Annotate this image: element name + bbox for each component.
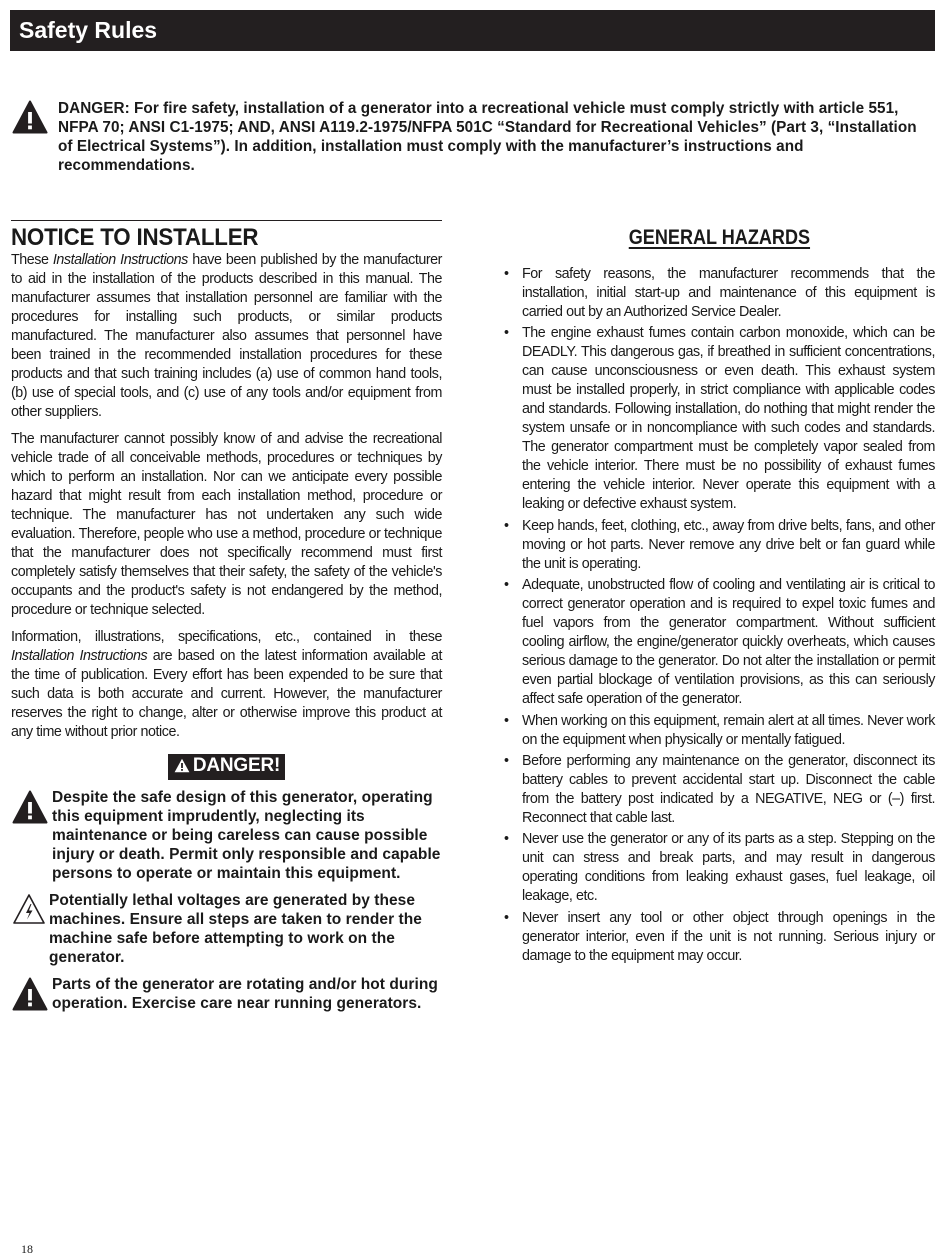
notice-p1-italic: Installation Instructions	[52, 252, 188, 268]
section-divider	[11, 220, 442, 221]
danger-warning-1-text: Despite the safe design of this generator, operating this equipment imprudently, neglecting its maintenance or being careless can cause possible injury or death. Permit only responsible and capable persons to operate or maintain this equipment.	[52, 789, 441, 882]
page-number: 18	[21, 1242, 33, 1256]
notice-p1-before: These	[11, 252, 53, 268]
top-danger-text: DANGER: For fire safety, installation of a generator into a recreational vehicle must comply strictly with article 551, NFPA 70; ANSI C1-1975; AND, ANSI A119.2-1975/NFPA 501C “Standard for Recreational Vehicles” (Part 3, “Installation of Electrical Systems”). In addition, installation must comply with the manufacturer’s instructions and recommendations.	[58, 100, 917, 174]
hazard-item: • Keep hands, feet, clothing, etc., away from drive belts, fans, and other moving or hot parts. Never remove any drive belt or fan guard while the unit is operating.	[503, 517, 935, 574]
danger-badge-row	[11, 754, 442, 780]
hazard-item: • Before performing any maintenance on the generator, disconnect its battery cables to prevent accidental start up. Disconnect the cable from the battery post indicated by a NEGATIVE, NEG or (–) first. Reconnect that cable last.	[503, 752, 935, 828]
notice-paragraph-3	[11, 628, 442, 742]
hazard-item: • For safety reasons, the manufacturer recommends that the installation, initial start-up and maintenance of this equipment is carried out by an Authorized Service Dealer.	[503, 265, 935, 322]
hazard-item: • The engine exhaust fumes contain carbon monoxide, which can be DEADLY. This dangerous gas, if breathed in sufficient concentrations, can cause unconsciousness or even death. This exhaust system must be installed properly, in strict compliance with applicable codes and standards. Following installation, do nothing that might render the system unsafe or in noncompliance with such codes and standards. The generator compartment must be completely vapor sealed from the vehicle interior. There must be no possibility of exhaust fumes entering the vehicle interior. Never operate this equipment with a leaking or defective exhaust system.	[503, 324, 935, 514]
warning-triangle-icon	[12, 977, 48, 1016]
notice-heading: NOTICE TO INSTALLER	[11, 224, 259, 251]
notice-p3-before: Information, illustrations, specifications, etc., contained in these	[11, 629, 442, 645]
page-title: Safety Rules	[19, 17, 158, 43]
warning-triangle-icon	[174, 756, 190, 780]
danger-warning-2	[11, 891, 442, 967]
danger-warning-3-text: Parts of the generator are rotating and/or hot during operation. Exercise care near running generators.	[52, 976, 438, 1012]
hazard-item: • Never insert any tool or other object through openings in the generator interior, even if the unit is not running. Serious injury or damage to the equipment may occur.	[503, 909, 935, 966]
hazard-item: • Adequate, unobstructed flow of cooling and ventilating air is critical to correct generator operation and is required to expel toxic fumes and fuel vapors from the generator compartment. Without sufficient cooling airflow, the engine/generator quickly overheats, which causes serious damage to the generator. Do not alter the installation or permit even partial blockage of ventilation provisions, as this can seriously affect safe operation of the generator.	[503, 576, 935, 709]
danger-warning-3	[11, 975, 442, 1013]
notice-p1-after: have been published by the manufacturer to aid in the installation of the products described in this manual. The manufacturer assumes that installation personnel are familiar with the procedures for installing such products, or similar products manufactured. The manufacturer also assumes that personnel have been trained in the recommended installation procedures for these products and that such training includes (a) use of common hand tools, (b) use of special tools, and (c) use of any tools and/or equipment from other suppliers.	[11, 252, 442, 420]
electrical-hazard-icon	[12, 893, 46, 930]
danger-badge	[168, 754, 285, 780]
top-danger-notice	[12, 99, 930, 175]
general-hazards-column	[503, 225, 935, 968]
hazard-item: • When working on this equipment, remain alert at all times. Never work on the equipment when physically or mentally fatigued.	[503, 712, 935, 750]
general-hazards-heading	[503, 225, 935, 251]
notice-paragraph-1	[11, 251, 442, 422]
warning-triangle-icon	[12, 790, 48, 829]
danger-warning-2-text: Potentially lethal voltages are generated by these machines. Ensure all steps are taken to render the machine safe before attempting to work on the generator.	[49, 892, 422, 966]
danger-badge-label: DANGER!	[192, 755, 281, 776]
danger-warning-1	[11, 788, 442, 883]
notice-p3-after: are based on the latest information available at the time of publication. Every effort has been expended to be sure that such data is both accurate and current. However, the manufacturer reserves the right to change, alter or otherwise improve this product at any time without prior notice.	[11, 648, 442, 740]
general-hazards-heading-text: GENERAL HAZARDS	[628, 226, 810, 249]
notice-column	[11, 220, 442, 1013]
hazard-list	[503, 265, 935, 966]
notice-p3-italic: Installation Instructions	[11, 648, 148, 664]
warning-triangle-icon	[12, 100, 48, 139]
hazard-item: • Never use the generator or any of its parts as a step. Stepping on the unit can stress and break parts, and may result in dangerous operating conditions from leaking exhaust gases, fuel leakage, oil leakage, etc.	[503, 830, 935, 906]
notice-paragraph-2: The manufacturer cannot possibly know of and advise the recreational vehicle trade of all conceivable methods, procedures or techniques by which to perform an installation. Nor can we anticipate every possible hazard that might result from each installation method, procedure or technique. The manufacturer has not undertaken any such wide evaluation. Therefore, people who use a method, procedure or technique that the manufacturer does not specifically recommend must first completely satisfy themselves that their safety, the safety of the vehicle's occupants and the product's safety is not endangered by the method, procedure or technique selected.	[11, 431, 442, 618]
page-header	[10, 10, 935, 51]
